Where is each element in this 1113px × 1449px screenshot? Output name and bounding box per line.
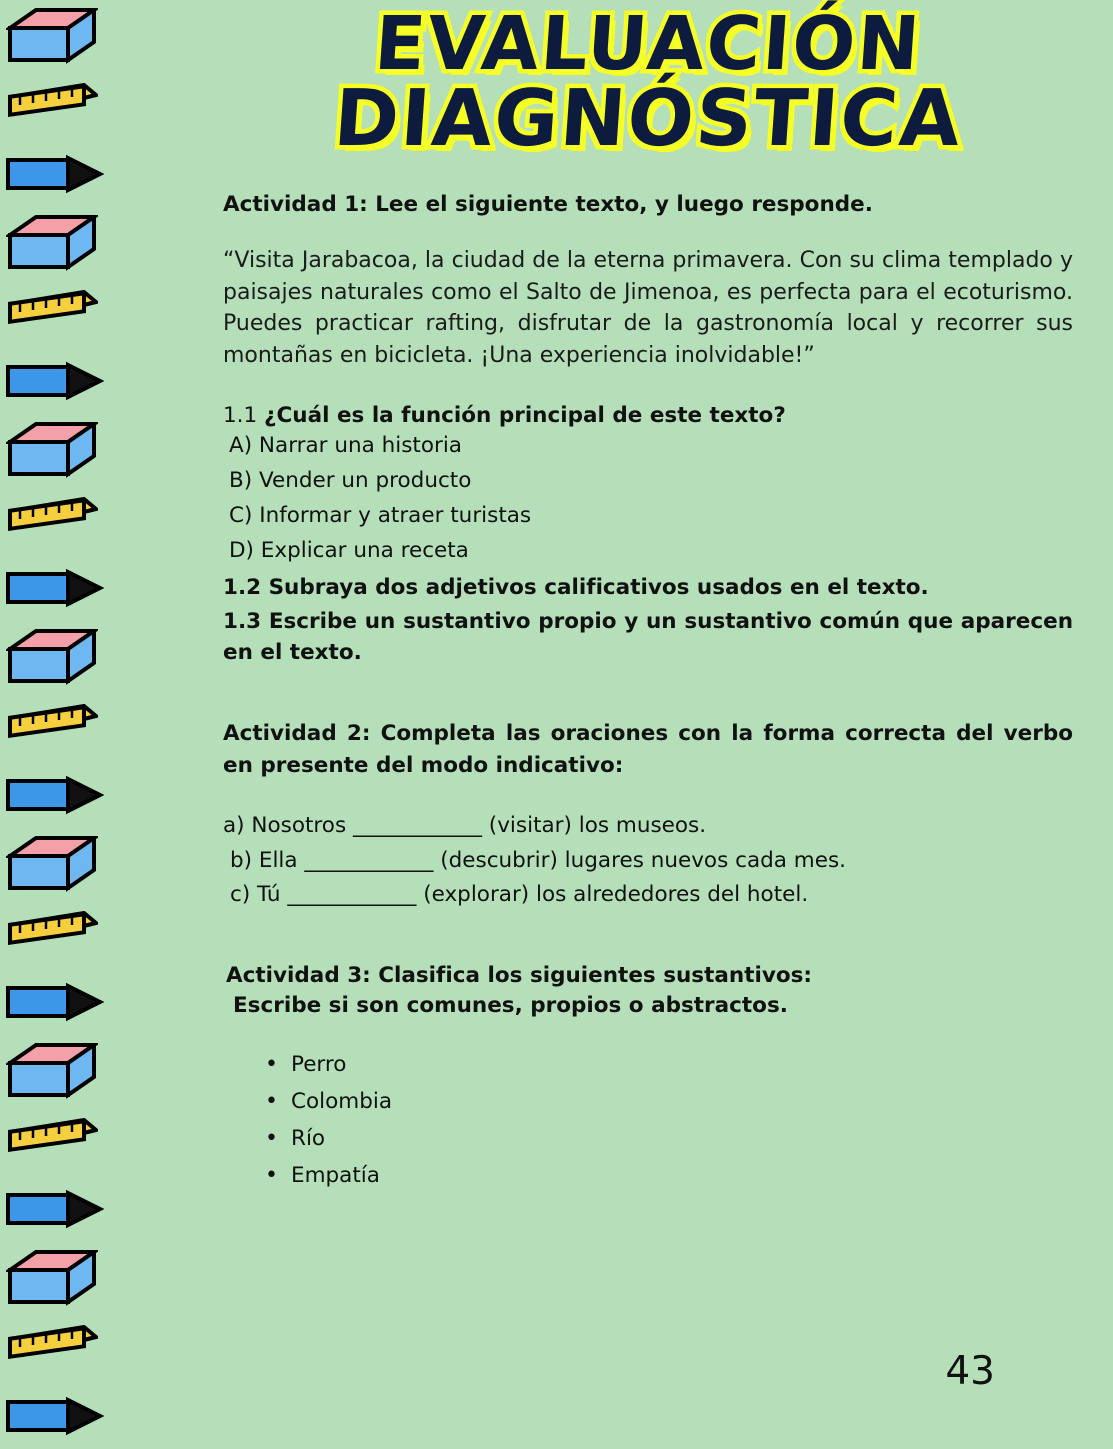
decoration-slot [0,1380,118,1449]
decoration-slot [0,483,118,552]
option-c[interactable]: C) Informar y atraer turistas [229,503,532,529]
pencil-icon [4,1396,104,1440]
ruler-icon [8,704,98,752]
eraser-cube-icon [6,1250,98,1310]
decoration-slot [0,414,118,483]
question-1-1-text: ¿Cuál es la función principal de este texto? [264,402,786,428]
decoration-slot [0,207,118,276]
pencil-icon [4,154,104,198]
question-1-3: 1.3 Escribe un sustantivo propio y un sustantivo común que aparecen en el texto. [223,609,1073,665]
list-item[interactable]: • Río [265,1121,1073,1158]
decoration-slot [0,345,118,414]
activity1-reading-text: “Visita Jarabacoa, la ciudad de la eterna primavera. Con su clima templado y paisajes naturales como el Salto de Jimenoa, es perfecta para el ecoturismo. Puedes practicar rafting, disfrutar de la gastronomía local y recorrer sus montañas en bicicleta. ¡Una experiencia inolvidable!” [223,247,1073,368]
question-1-2: 1.2 Subraya dos adjetivos calificativos usados en el texto. [223,574,929,600]
eraser-cube-icon [6,1043,98,1103]
eraser-cube-icon [6,836,98,896]
eraser-cube-icon [6,629,98,689]
option-d[interactable]: D) Explicar una receta [229,537,469,563]
decoration-slot [0,690,118,759]
activity2-item-b[interactable]: b) Ella ____________ (descubrir) lugares nuevos cada mes. [230,847,846,873]
decoration-slot [0,897,118,966]
ruler-icon [8,290,98,338]
page-title [223,1,1073,165]
ruler-icon [8,497,98,545]
pencil-icon [4,361,104,405]
activity3-subheading: Escribe si son comunes, propios o abstractos. [233,993,788,1019]
decoration-slot [0,759,118,828]
decoration-slot [0,69,118,138]
pencil-icon [4,1189,104,1233]
worksheet-page [118,0,1113,1440]
decoration-slot [0,552,118,621]
decoration-slot [0,0,118,69]
option-a[interactable]: A) Narrar una historia [229,433,462,459]
decoration-slot [0,1173,118,1242]
decoration-slot [0,1311,118,1380]
pencil-icon [4,775,104,819]
question-1-1-number: 1.1 [223,402,265,428]
activity2-heading: Actividad 2: Completa las oraciones con la forma correcta del verbo en presente del modo indicativo: [223,721,1073,778]
ruler-icon [8,1325,98,1373]
list-item[interactable]: • Perro [265,1047,1073,1084]
ruler-icon [8,911,98,959]
decoration-slot [0,966,118,1035]
pencil-icon [4,568,104,612]
decoration-slot [0,828,118,897]
activity3-heading: Actividad 3: Clasifica los siguientes sustantivos: [226,963,813,989]
decorative-side-strip [0,0,118,1440]
list-item[interactable]: • Colombia [265,1084,1073,1121]
activity2-item-c[interactable]: c) Tú ____________ (explorar) los alrededores del hotel. [230,882,809,908]
option-b[interactable]: B) Vender un producto [229,468,472,494]
eraser-cube-icon [6,8,98,68]
title-line-1: EVALUACIÓN [371,1,925,87]
activity2-item-a[interactable]: a) Nosotros ____________ (visitar) los museos. [223,812,707,838]
decoration-slot [0,1104,118,1173]
title-line-2: DIAGNÓSTICA [331,74,966,165]
ruler-icon [8,1118,98,1166]
page-number: 43 [945,1349,995,1394]
eraser-cube-icon [6,422,98,482]
decoration-slot [0,276,118,345]
decoration-slot [0,621,118,690]
ruler-icon [8,83,98,131]
list-item[interactable]: • Empatía [265,1158,1073,1195]
decoration-slot [0,1242,118,1311]
pencil-icon [4,982,104,1026]
activity1-heading: Actividad 1: Lee el siguiente texto, y luego responde. [223,191,873,217]
eraser-cube-icon [6,215,98,275]
activity3-noun-list [223,1047,1073,1195]
question-1-1 [223,402,1073,430]
decoration-slot [0,1035,118,1104]
decoration-slot [0,138,118,207]
